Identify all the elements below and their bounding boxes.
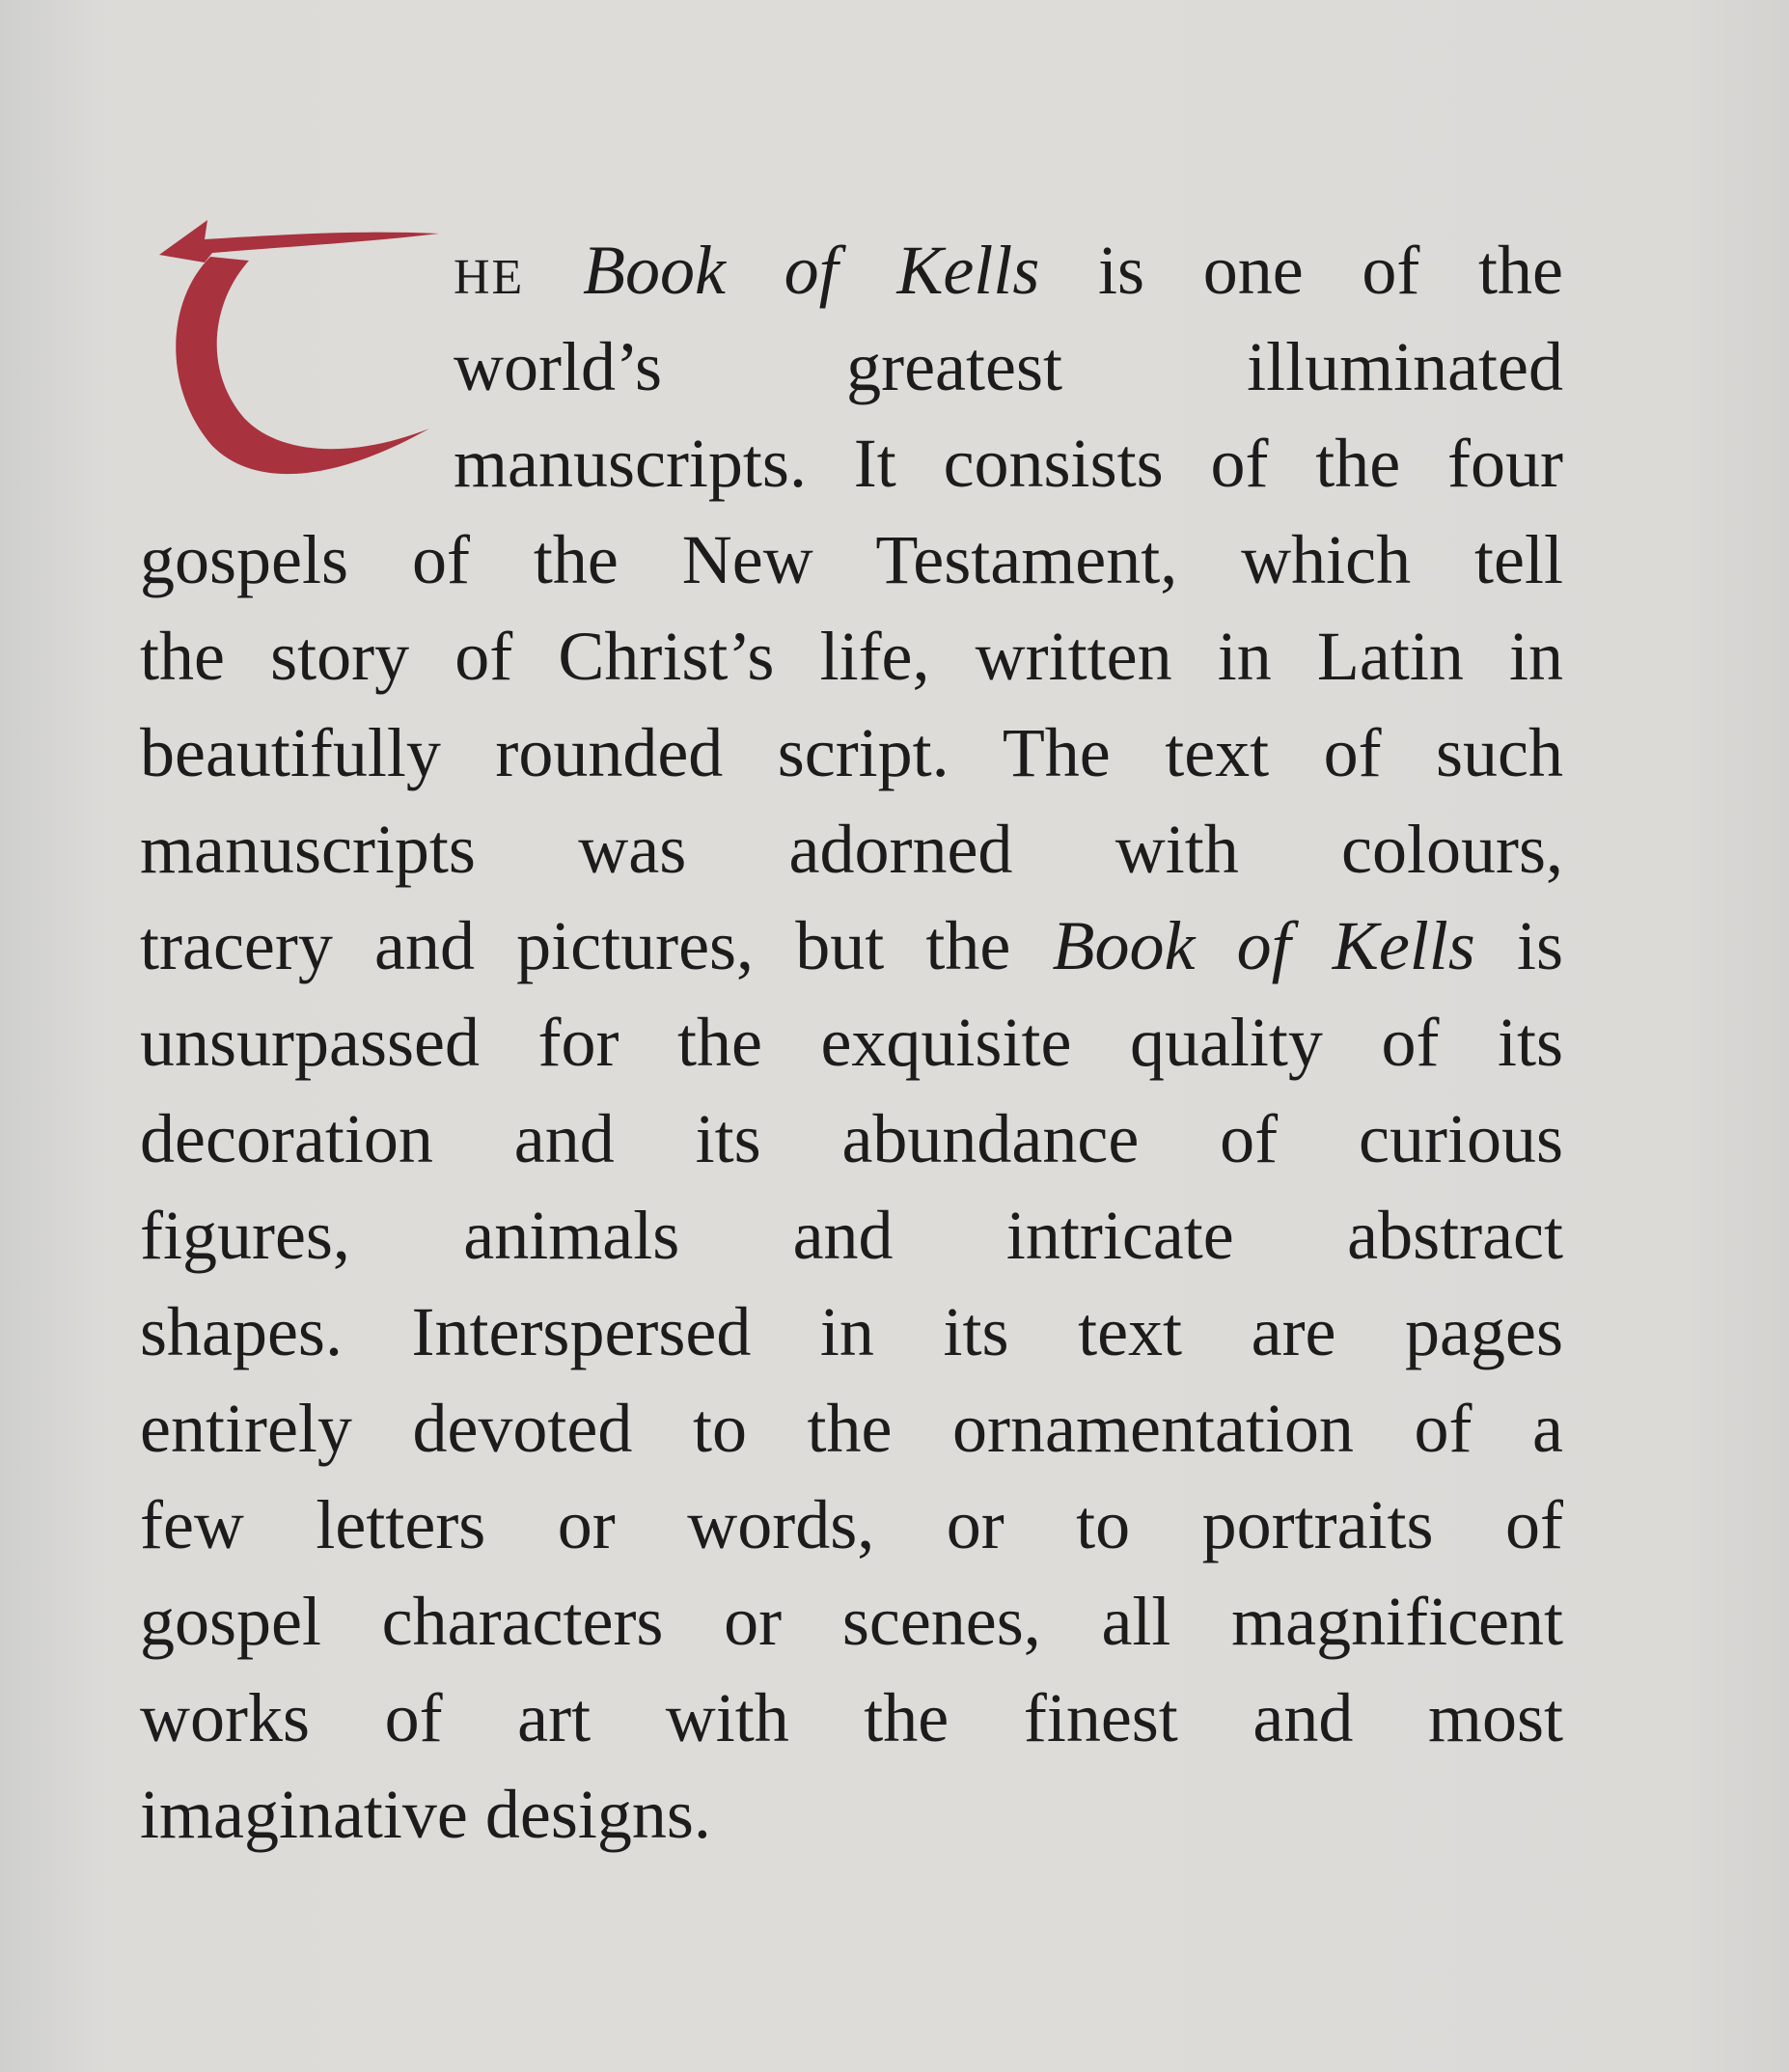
text-line-9: unsurpassed for the exquisite quality of its bbox=[140, 1004, 1563, 1081]
text-line-3: manuscripts. It consists of the four bbox=[454, 425, 1563, 502]
text-line-14: few letters or words, or to portraits of bbox=[140, 1486, 1563, 1563]
text-line-15: gospel characters or scenes, all magnificent bbox=[140, 1583, 1563, 1660]
text-line-16: works of art with the finest and most bbox=[140, 1679, 1563, 1756]
drop-cap-bar bbox=[159, 220, 439, 262]
italic-title: Book of Kells bbox=[583, 232, 1040, 309]
text-line-7: manuscripts was adorned with colours, bbox=[140, 811, 1563, 888]
text-line-11: figures, animals and intricate abstract bbox=[140, 1197, 1563, 1274]
text-line-17: imaginative designs. bbox=[140, 1776, 711, 1853]
text-line-10: decoration and its abundance of curious bbox=[140, 1100, 1563, 1177]
text-line-1 bbox=[454, 222, 1563, 318]
drop-cap-t bbox=[154, 214, 444, 494]
line-8-tail: is bbox=[1516, 907, 1564, 984]
text-line-8 bbox=[140, 898, 1563, 994]
text-line-2: world’s greatest illuminated bbox=[454, 328, 1563, 405]
line-1-tail: is one of the bbox=[1098, 232, 1564, 309]
italic-title: Book of Kells bbox=[1052, 907, 1475, 984]
text-line-5: the story of Christ’s life, written in Latin in bbox=[140, 618, 1563, 695]
text-line-13: entirely devoted to the ornamentation of a bbox=[140, 1390, 1563, 1467]
small-caps-he: HE bbox=[454, 250, 525, 305]
text-line-6: beautifully rounded script. The text of such bbox=[140, 714, 1563, 791]
text-line-12: shapes. Interspersed in its text are pages bbox=[140, 1293, 1563, 1370]
drop-cap-stem bbox=[176, 257, 429, 474]
line-8-head: tracery and pictures, but the bbox=[140, 907, 1011, 984]
text-line-4: gospels of the New Testament, which tell bbox=[140, 521, 1563, 598]
